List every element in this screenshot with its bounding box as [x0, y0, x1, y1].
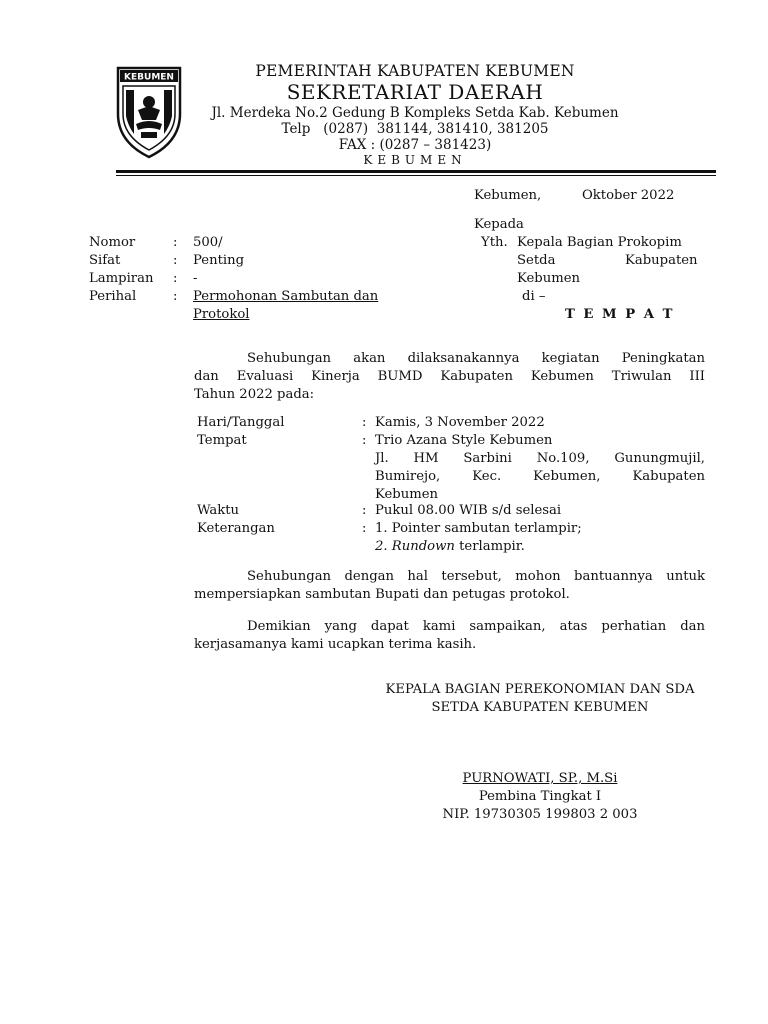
detail-value-waktu: Pukul 08.00 WIB s/d selesai [375, 503, 562, 518]
paragraph-3-line-1: Demikian yang dapat kami sampaikan, atas perhatian dan [247, 619, 705, 634]
paragraph-2-line-2: mempersiapkan sambutan Bupati dan petugas protokol. [194, 587, 570, 602]
office-city: KEBUMEN [363, 153, 467, 167]
office-fax: FAX : (0287 – 381423) [338, 137, 492, 153]
detail-address-line-2: Bumirejo, Kec. Kebumen, Kabupaten [375, 469, 705, 484]
recipient-tempat: T E M P A T [565, 307, 675, 322]
paragraph-1-line-1: Sehubungan akan dilaksanakannya kegiatan Peningkatan [247, 351, 705, 366]
date-month-year: Oktober 2022 [582, 188, 675, 203]
office-address: Jl. Merdeka No.2 Gedung B Kompleks Setda Kab. Kebumen [211, 105, 619, 121]
recipient-line2-left: Setda [517, 253, 556, 268]
letterhead-thick-rule [116, 170, 716, 173]
signature-name: PURNOWATI, SP., M.Si [462, 771, 618, 786]
recipient-line3: Kebumen [517, 271, 581, 286]
detail-value-hari: Kamis, 3 November 2022 [375, 415, 545, 430]
meta-label-sifat: Sifat [89, 253, 121, 268]
keterangan-2-rest: terlampir. [459, 539, 525, 554]
meta-value-perihal-line2: Protokol [193, 307, 250, 322]
meta-label-perihal: Perihal [89, 289, 137, 304]
detail-colon: : [362, 433, 367, 448]
meta-value-nomor: 500/ [193, 235, 223, 250]
detail-label-keterangan: Keterangan [197, 521, 275, 536]
office-phone: Telp (0287) 381144, 381410, 381205 [281, 121, 549, 137]
recipient-line2-right: Kabupaten [625, 253, 698, 268]
government-name: PEMERINTAH KABUPATEN KEBUMEN [255, 62, 575, 80]
signature-nip: NIP. 19730305 199803 2 003 [442, 807, 638, 822]
recipient-yth: Yth. [481, 235, 508, 250]
meta-value-perihal: Permohonan Sambutan dan [193, 289, 379, 304]
meta-value-lampiran: - [193, 271, 198, 286]
detail-colon: : [362, 415, 367, 430]
signature-title-2: SETDA KABUPATEN KEBUMEN [431, 700, 649, 715]
detail-colon: : [362, 503, 367, 518]
meta-colon: : [173, 235, 178, 250]
detail-address-line-3: Kebumen [375, 487, 439, 502]
recipient-line1: Kepala Bagian Prokopim [517, 235, 682, 250]
detail-keterangan-1: 1. Pointer sambutan terlampir; [375, 521, 582, 536]
detail-label-tempat: Tempat [197, 433, 247, 448]
meta-value-sifat: Penting [193, 253, 245, 268]
recipient-di: di – [522, 289, 546, 304]
recipient-kepada: Kepada [474, 217, 524, 232]
detail-address-line-1: Jl. HM Sarbini No.109, Gunungmujil, [375, 451, 705, 466]
detail-label-hari: Hari/Tanggal [197, 415, 285, 430]
paragraph-3-line-2: kerjasamanya kami ucapkan terima kasih. [194, 637, 477, 652]
paragraph-1-line-3: Tahun 2022 pada: [194, 387, 315, 402]
meta-colon: : [173, 271, 178, 286]
letterhead-thin-rule [116, 175, 716, 176]
office-name: SEKRETARIAT DAERAH [286, 80, 544, 104]
detail-label-waktu: Waktu [197, 503, 240, 518]
date-place: Kebumen, [474, 188, 542, 203]
keterangan-2-italic: Rundown [391, 539, 455, 554]
paragraph-2-line-1: Sehubungan dengan hal tersebut, mohon bantuannya untuk [247, 569, 705, 584]
meta-label-lampiran: Lampiran [89, 271, 154, 286]
meta-colon: : [173, 253, 178, 268]
keterangan-2-number: 2. [375, 539, 388, 554]
detail-keterangan-2 [375, 538, 525, 556]
signature-rank: Pembina Tingkat I [478, 789, 602, 804]
meta-colon: : [173, 289, 178, 304]
detail-colon: : [362, 521, 367, 536]
signature-title-1: KEPALA BAGIAN PEREKONOMIAN DAN SDA [385, 682, 695, 697]
detail-value-tempat: Trio Azana Style Kebumen [375, 433, 553, 448]
meta-label-nomor: Nomor [89, 235, 136, 250]
paragraph-1-line-2: dan Evaluasi Kinerja BUMD Kabupaten Kebumen Triwulan III [194, 369, 705, 384]
logo-text: KEBUMEN [124, 72, 174, 83]
